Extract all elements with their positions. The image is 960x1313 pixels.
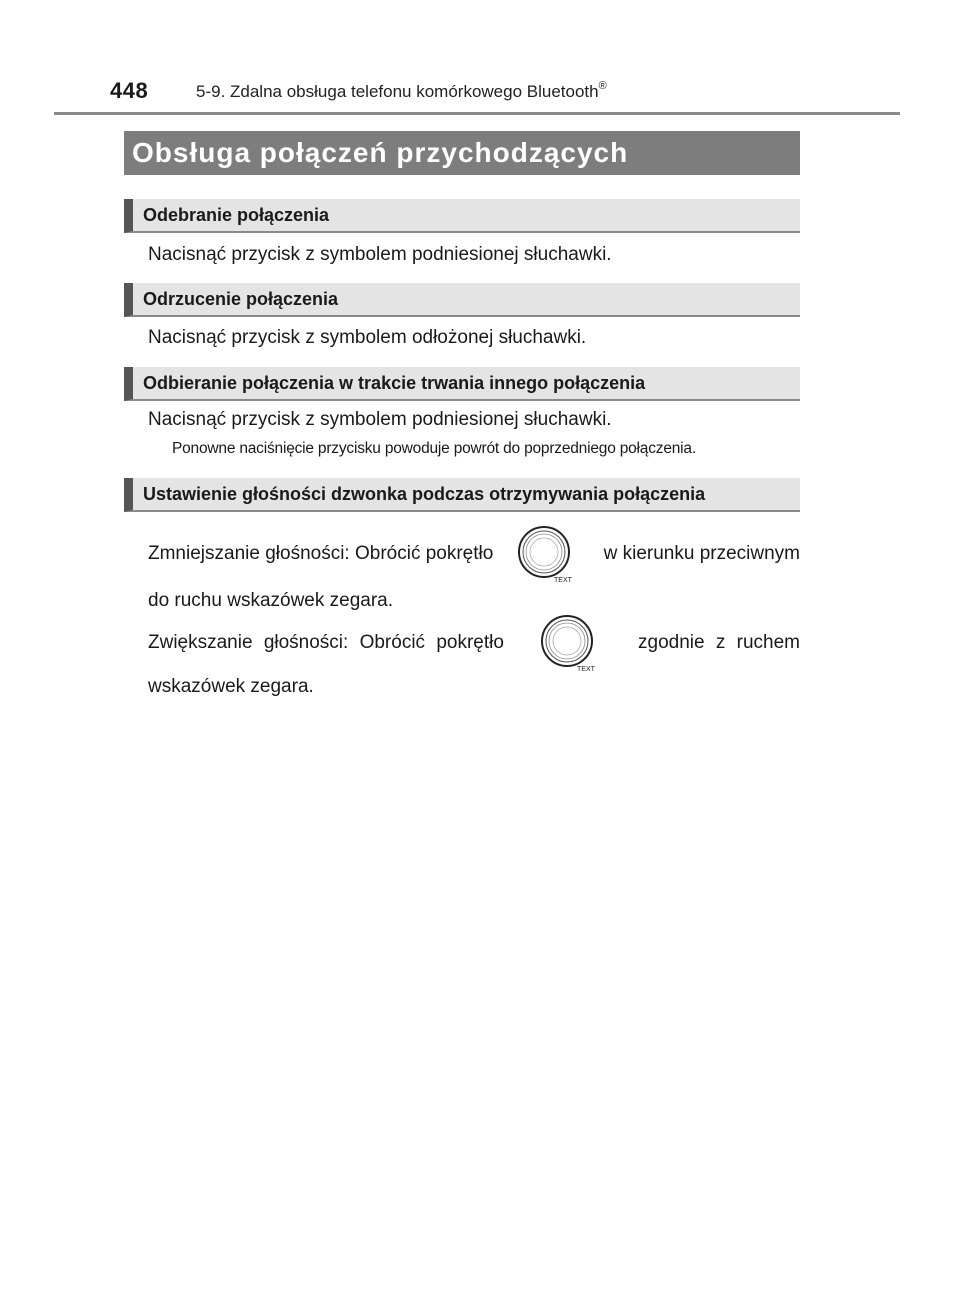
subheading-ringtone-volume: Ustawienie głośności dzwonka podczas otrzymywania połączenia bbox=[124, 478, 800, 512]
volume-increase-text: Zwiększanie głośności: Obrócić pokrętło bbox=[148, 632, 504, 653]
tune-dial-icon bbox=[516, 524, 580, 584]
tune-dial-icon bbox=[539, 613, 603, 673]
reject-call-text: Nacisnąć przycisk z symbolem odłożonej słuchawki. bbox=[148, 327, 587, 348]
volume-decrease-text: Zmniejszanie głośności: Obrócić pokrętło bbox=[148, 543, 494, 564]
page-number: 448 bbox=[110, 78, 149, 103]
call-waiting-note: Ponowne naciśnięcie przycisku powoduje powrót do poprzedniego połączenia. bbox=[172, 440, 696, 457]
subheading-reject-call: Odrzucenie połączenia bbox=[124, 283, 800, 317]
subheading-call-waiting: Odbieranie połączenia w trakcie trwania innego połączenia bbox=[124, 367, 800, 401]
volume-decrease-continuation: do ruchu wskazówek zegara. bbox=[148, 590, 394, 611]
running-header-title: 5-9. Zdalna obsługa telefonu komórkowego Bluetooth bbox=[196, 82, 599, 101]
volume-increase-direction: zgodnie z ruchem bbox=[638, 632, 800, 653]
section-title: Obsługa połączeń przychodzących bbox=[124, 131, 800, 175]
volume-decrease-line bbox=[148, 524, 800, 584]
volume-decrease-direction: w kierunku przeciwnym bbox=[603, 543, 800, 564]
trademark-symbol: ® bbox=[598, 80, 607, 92]
volume-increase-line bbox=[148, 613, 800, 673]
knob-label: TEXT bbox=[576, 666, 595, 673]
running-header bbox=[196, 82, 607, 102]
header-rule bbox=[54, 112, 900, 115]
volume-increase-continuation: wskazówek zegara. bbox=[148, 676, 314, 697]
call-waiting-text: Nacisnąć przycisk z symbolem podniesionej słuchawki. bbox=[148, 409, 612, 430]
answer-call-text: Nacisnąć przycisk z symbolem podniesionej słuchawki. bbox=[148, 244, 612, 265]
subheading-answer-call: Odebranie połączenia bbox=[124, 199, 800, 233]
knob-label: TEXT bbox=[554, 577, 573, 584]
